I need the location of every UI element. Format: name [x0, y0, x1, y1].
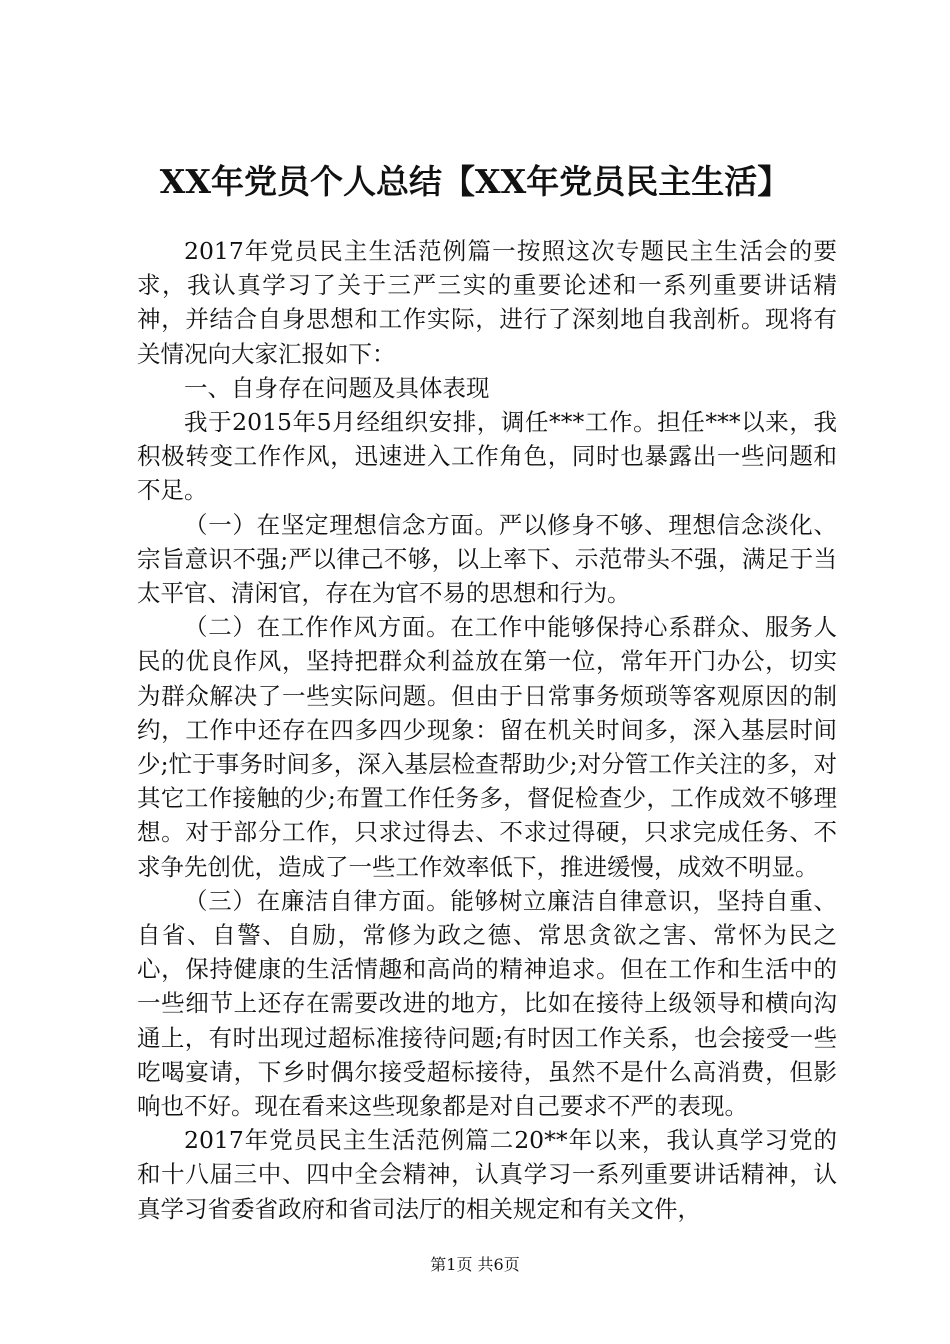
page-footer: 第1页 共6页: [430, 1255, 520, 1274]
paragraph-intro: 2017年党员民主生活范例篇一按照这次专题民主生活会的要求，我认真学习了关于三严三实的重要论述和一系列重要讲话精神，并结合自身思想和工作实际，进行了深刻地自我剖析。现将有关情况向大家汇报如下：: [137, 237, 837, 368]
paragraph-ideals: （一）在坚定理想信念方面。严以修身不够、理想信念淡化、宗旨意识不强;严以律己不够，以上率下、示范带头不强，满足于当太平官、清闲官，存在为官不易的思想和行为。: [137, 510, 837, 608]
paragraph-integrity: （三）在廉洁自律方面。能够树立廉洁自律意识，坚持自重、自省、自警、自励，常修为政之德、常思贪欲之害、常怀为民之心，保持健康的生活情趣和高尚的精神追求。但在工作和生活中的一些细节上还存在需要改进的地方，比如在接待上级领导和横向沟通上，有时出现过超标准接待问题;有时因工作关系，也会接受一些吃喝宴请，下乡时偶尔接受超标接待，虽然不是什么高消费，但影响也不好。现在看来这些现象都是对自己要求不严的表现。: [137, 886, 837, 1121]
paragraph-background: 我于2015年5月经组织安排，调任***工作。担任***以来，我积极转变工作作风，迅速进入工作角色，同时也暴露出一些问题和不足。: [137, 408, 837, 505]
paragraph-work-style: （二）在工作作风方面。在工作中能够保持心系群众、服务人民的优良作风，坚持把群众利益放在第一位，常年开门办公，切实为群众解决了一些实际问题。但由于日常事务烦琐等客观原因的制约，工作中还存在四多四少现象：留在机关时间多，深入基层时间少;忙于事务时间多，深入基层检查帮助少;对分管工作关注的多，对其它工作接触的少;布置工作任务多，督促检查少，工作成效不够理想。对于部分工作，只求过得去、不求过得硬，只求完成任务、不求争先创优，造成了一些工作效率低下，推进缓慢，成效不明显。: [137, 613, 837, 881]
page-title: XX年党员个人总结【XX年党员民主生活】: [159, 162, 791, 201]
document-body: [137, 234, 837, 1226]
section-heading: 一、自身存在问题及具体表现: [184, 373, 490, 402]
paragraph-example-two: 2017年党员民主生活范例篇二20**年以来，我认真学习党的和十八届三中、四中全会精神，认真学习一系列重要讲话精神，认真学习省委省政府和省司法厅的相关规定和有关文件，: [137, 1126, 837, 1223]
